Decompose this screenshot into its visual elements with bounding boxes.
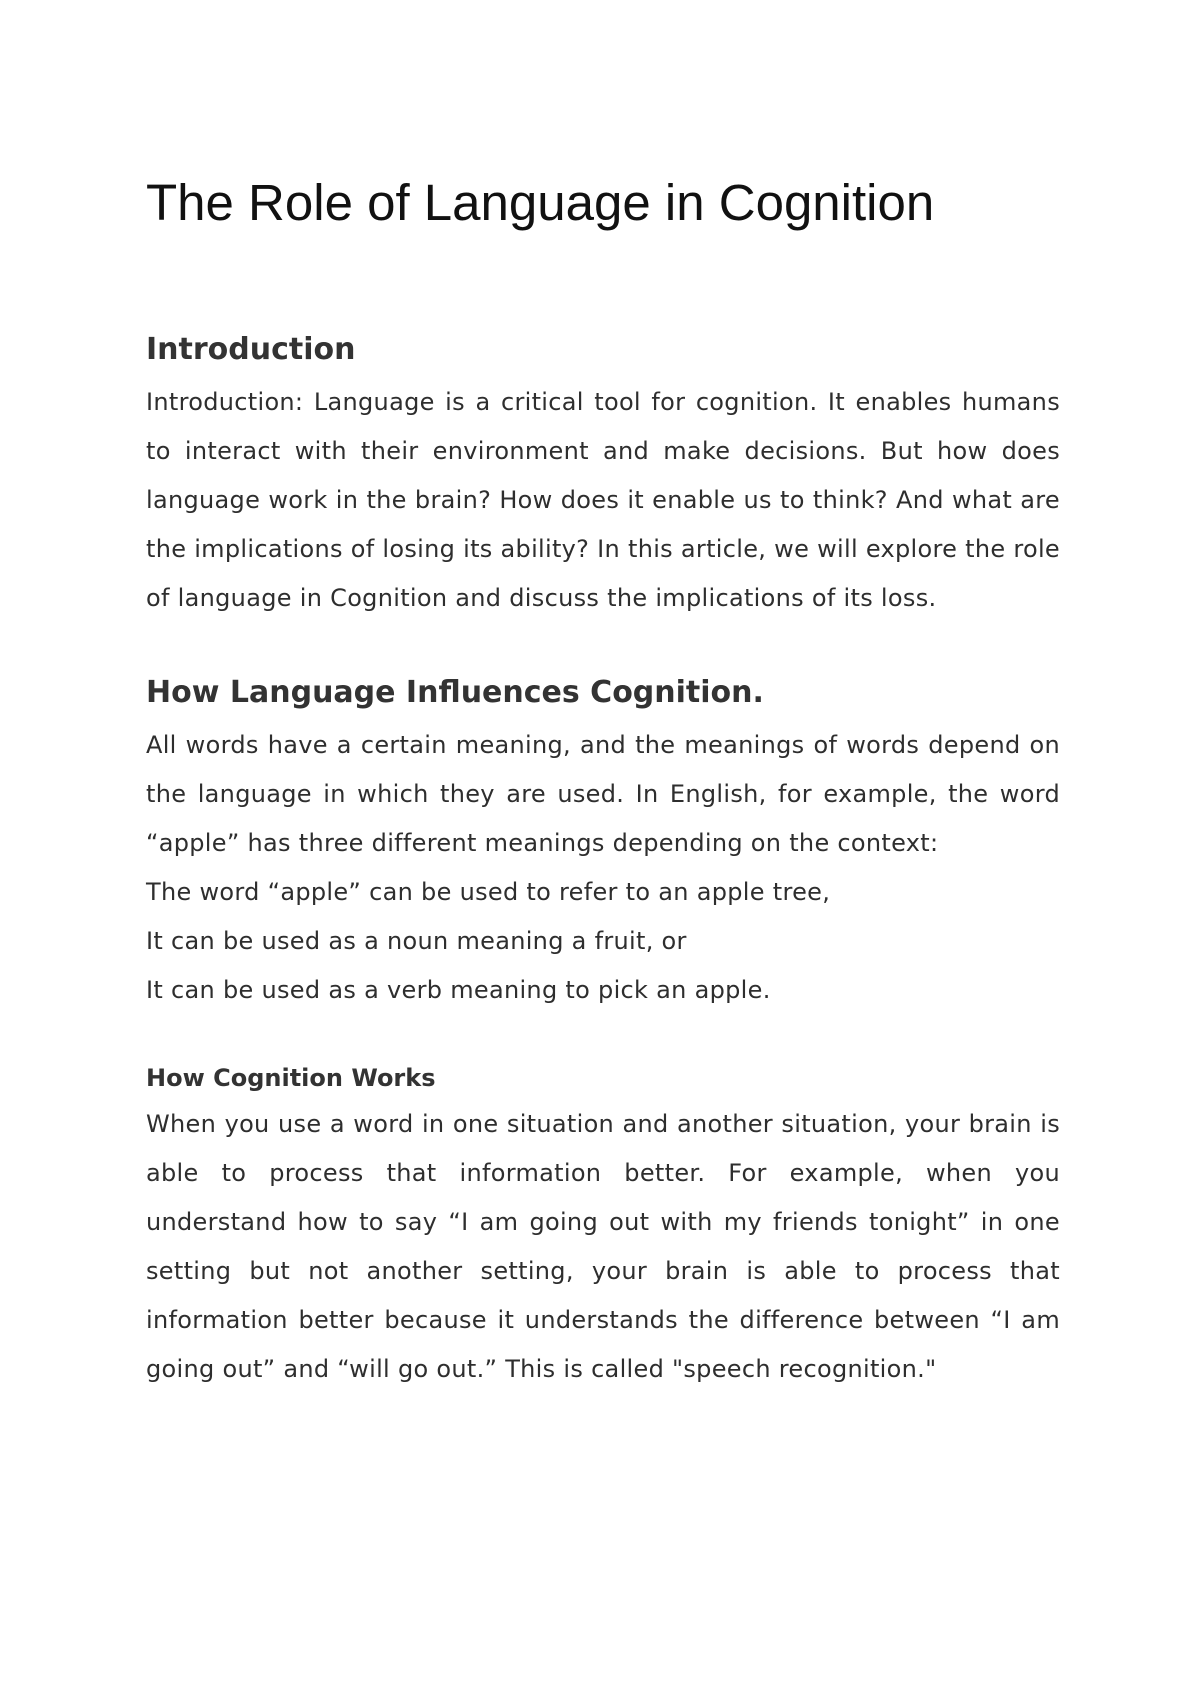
text-line: It can be used as a noun meaning a fruit, or	[146, 927, 687, 955]
section-introduction	[146, 330, 1060, 623]
section-language-influences	[146, 673, 1060, 1015]
text-line: It can be used as a verb meaning to pick an apple.	[146, 976, 771, 1004]
section-cognition-works	[146, 1061, 1060, 1394]
section-paragraph-cognition-works: When you use a word in one situation and another situation, your brain is able to process that information better. For example, when you understand how to say “I am going out with my friends tonight” in one setting but not another setting, your brain is able to process that information better because it understands the difference between “I am going out” and “will go out.” This is called "speech recognition."	[146, 1110, 1060, 1383]
section-spacer	[146, 1015, 1060, 1061]
document-body	[146, 170, 1060, 1394]
section-heading-cognition-works: How Cognition Works	[146, 1064, 436, 1092]
section-paragraph-language-influences: All words have a certain meaning, and the meanings of words depend on the language in which they are used. In English, for example, the word “apple” has three different meanings depending on the context:	[146, 731, 1060, 857]
section-paragraph-introduction: Introduction: Language is a critical tool for cognition. It enables humans to interact with their environment and make decisions. But how does language work in the brain? How does it enable us to think? And what are the implications of losing its ability? In this article, we will explore the role of language in Cognition and discuss the implications of its loss.	[146, 388, 1060, 612]
document-title: The Role of Language in Cognition	[146, 174, 935, 231]
text-line: The word “apple” can be used to refer to an apple tree,	[146, 878, 831, 906]
section-heading-introduction: Introduction	[146, 332, 356, 367]
section-spacer	[146, 623, 1060, 673]
section-heading-language-influences: How Language Influences Cognition.	[146, 675, 764, 710]
